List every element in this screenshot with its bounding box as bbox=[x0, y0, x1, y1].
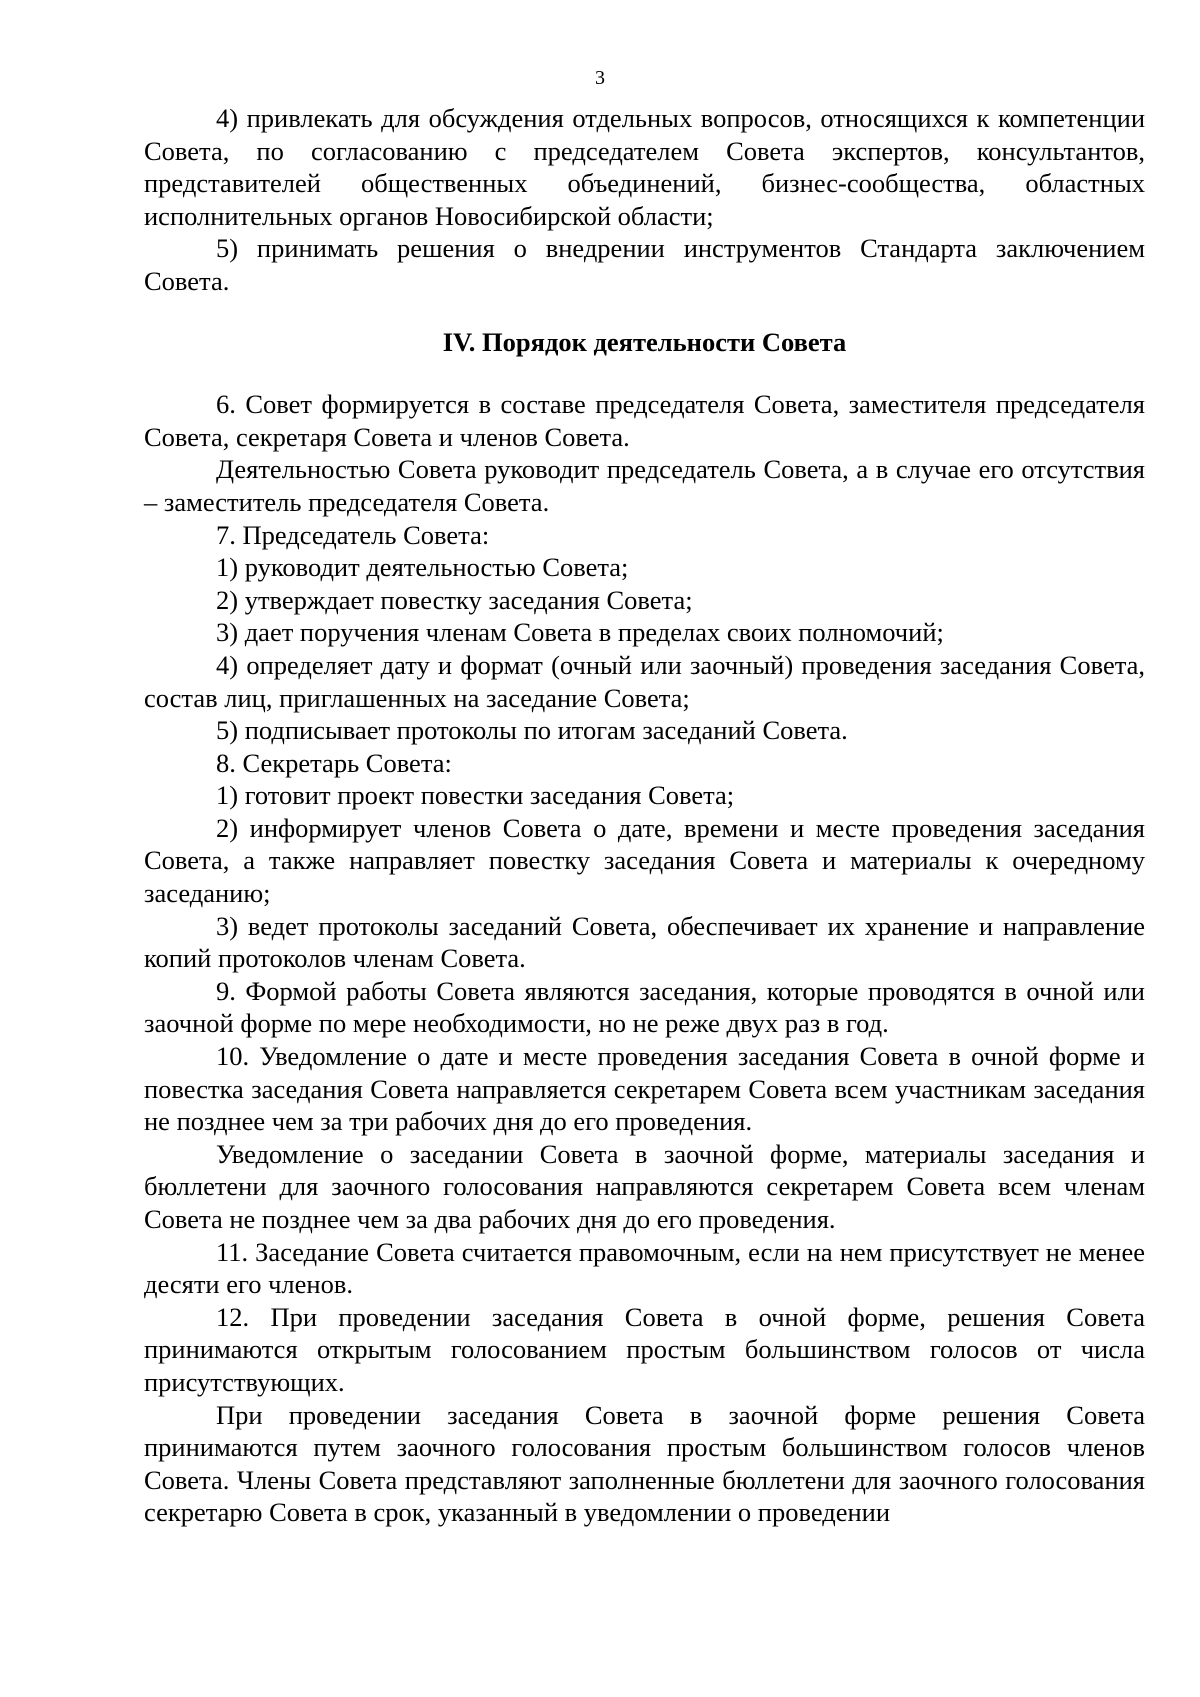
document-body bbox=[144, 102, 1145, 1529]
paragraph: 5) подписывает протоколы по итогам заседаний Совета. bbox=[216, 715, 848, 746]
paragraph: 5) принимать решения о внедрении инструментов Стандарта заключением Совета. bbox=[144, 233, 1145, 296]
paragraph: 4) определяет дату и формат (очный или заочный) проведения заседания Совета, состав лиц, приглашенных на заседание Совета; bbox=[144, 649, 1145, 713]
paragraph: 3) ведет протоколы заседаний Совета, обеспечивает их хранение и направление копий протоколов членам Совета. bbox=[144, 910, 1145, 974]
paragraph: 6. Совет формируется в составе председателя Совета, заместителя председателя Совета, секретаря Совета и членов Совета. bbox=[144, 389, 1145, 452]
paragraph: 7. Председатель Совета: bbox=[216, 519, 490, 550]
paragraph: Деятельностью Совета руководит председатель Совета, а в случае его отсутствия – заместитель председателя Совета. bbox=[144, 454, 1145, 517]
paragraph: 12. При проведении заседания Совета в очной форме, решения Совета принимаются открытым голосованием простым большинством голосов от числа присутствующих. bbox=[144, 1301, 1145, 1397]
paragraph: Уведомление о заседании Совета в заочной форме, материалы заседания и бюллетени для заочного голосования направляются секретарем Совета всем членам Совета не позднее чем за два рабочих дня до его проведения. bbox=[144, 1138, 1145, 1234]
section-heading: IV. Порядок деятельности Совета bbox=[442, 326, 847, 357]
paragraph: 8. Секретарь Совета: bbox=[216, 747, 452, 778]
paragraph: 9. Формой работы Совета являются заседания, которые проводятся в очной или заочной форме по мере необходимости, но не реже двух раз в год. bbox=[144, 975, 1145, 1039]
paragraph: 1) готовит проект повестки заседания Совета; bbox=[216, 780, 735, 811]
paragraph: 2) утверждает повестку заседания Совета; bbox=[216, 584, 693, 615]
paragraph: 10. Уведомление о дате и месте проведения заседания Совета в очной форме и повестка заседания Совета направляется секретарем Совета всем участникам заседания не позднее чем за три рабочих дня до его проведения. bbox=[144, 1041, 1145, 1137]
paragraph: 3) дает поручения членам Совета в пределах своих полномочий; bbox=[216, 617, 944, 648]
paragraph: 1) руководит деятельностью Совета; bbox=[216, 552, 629, 583]
page-number: 3 bbox=[595, 67, 605, 89]
paragraph: При проведении заседания Совета в заочной форме решения Совета принимаются путем заочного голосования простым большинством голосов членов Совета. Члены Совета представляют заполненные бюллетени для заочного голосования секретарю Совета в срок, указанный в уведомлении о проведении bbox=[144, 1399, 1145, 1528]
paragraph: 4) привлекать для обсуждения отдельных вопросов, относящихся к компетенции Совета, по согласованию с председателем Совета экспертов, консультантов, представителей общественных объединений, бизнес-сообщества, областных исполнительных органов Новосибирской области; bbox=[144, 103, 1145, 231]
paragraph: 11. Заседание Совета считается правомочным, если на нем присутствует не менее десяти его членов. bbox=[144, 1236, 1145, 1300]
paragraph: 2) информирует членов Совета о дате, времени и месте проведения заседания Совета, а также направляет повестку заседания Совета и материалы к очередному заседанию; bbox=[144, 812, 1145, 909]
